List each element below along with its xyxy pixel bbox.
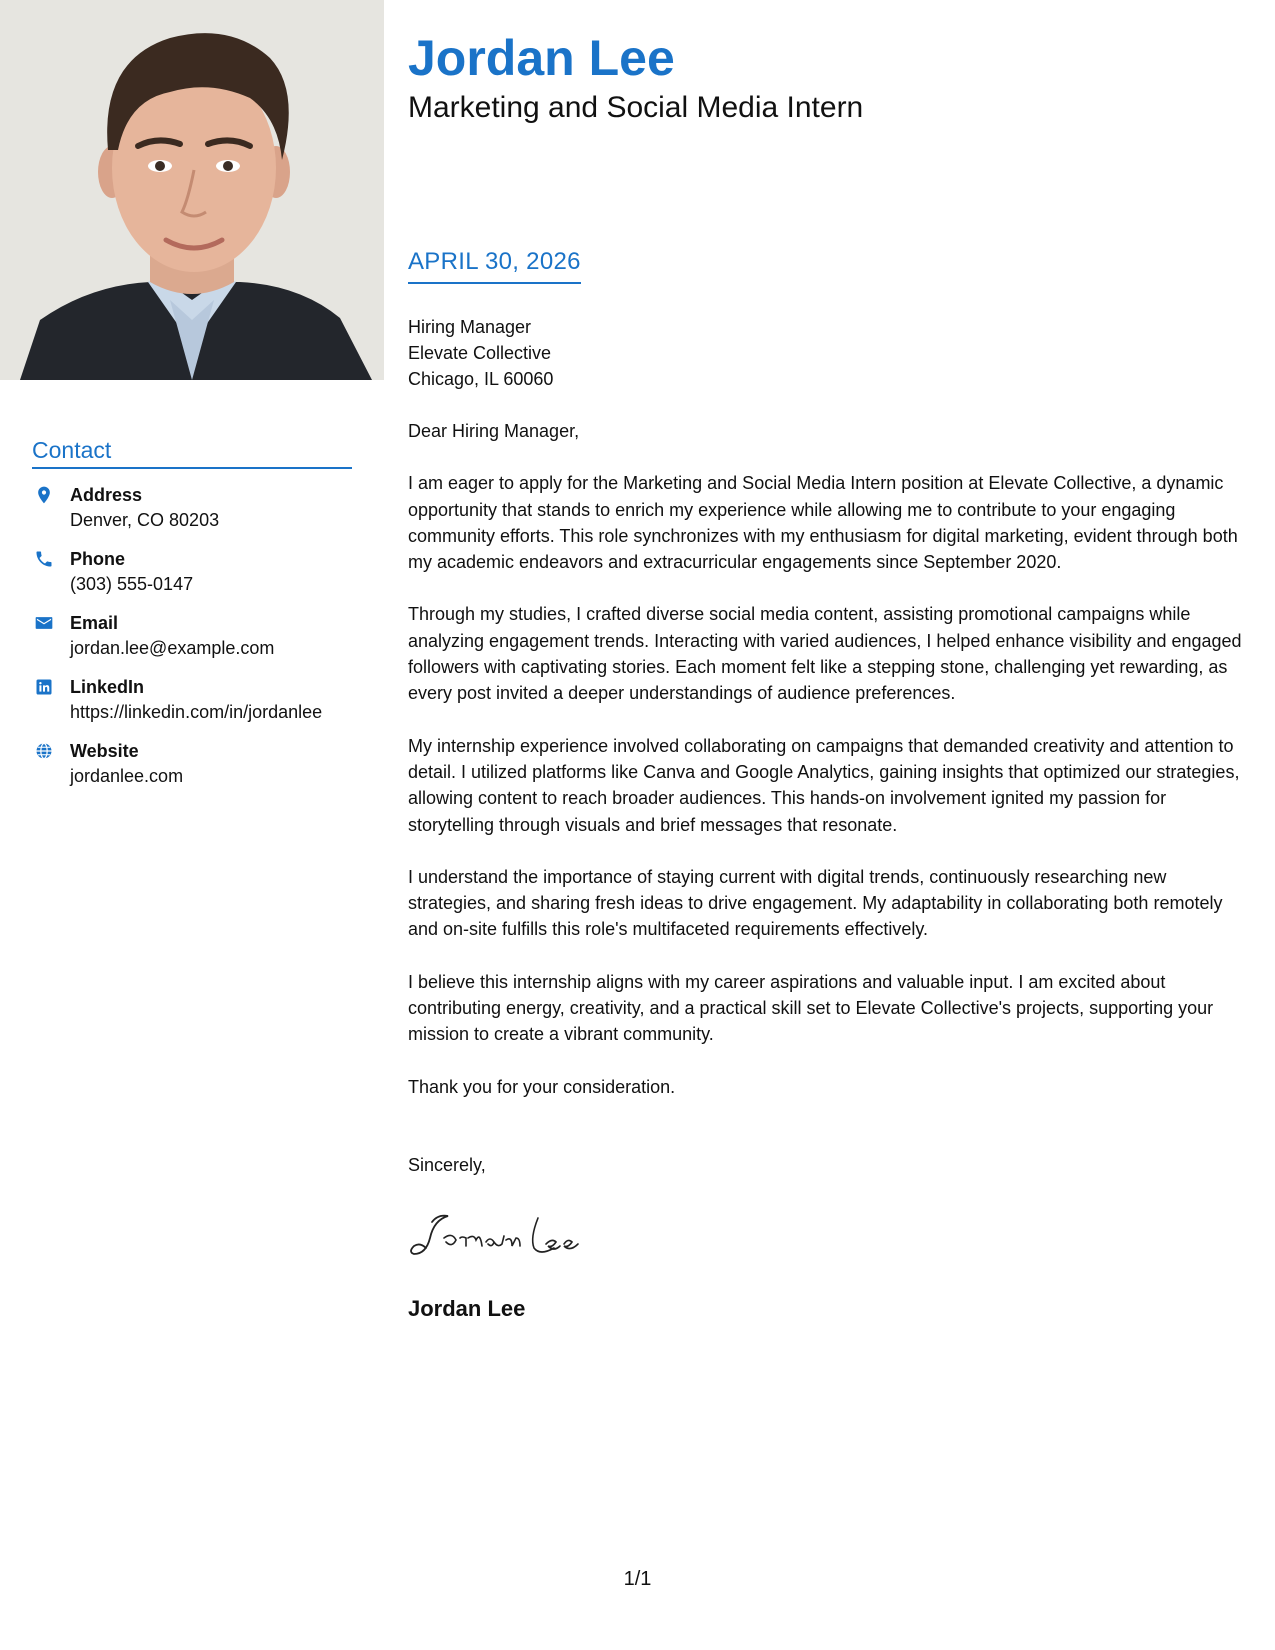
- contact-label-address: Address: [70, 485, 143, 506]
- contact-label-email: Email: [70, 613, 119, 634]
- recipient-location: Chicago, IL 60060: [408, 369, 554, 389]
- paragraph-6: Thank you for your consideration.: [408, 1076, 676, 1097]
- contact-value-email[interactable]: jordan.lee@example.com: [70, 638, 275, 659]
- signer-name: Jordan Lee: [408, 1296, 526, 1322]
- salutation: Dear Hiring Manager,: [408, 421, 580, 441]
- paragraph-1: I am eager to apply for the Marketing and Social Media Intern position at Elevate Collective, a dynamic opportunity that stands to enrich my experience while allowing me to contribute to your engaging community efforts. This role synchronizes with my enthusiasm for digital marketing, evident through both my academic endeavors and extracurricular engagements since September 2020.: [408, 473, 1238, 573]
- date-block: [408, 248, 1248, 298]
- email-icon: [34, 613, 54, 633]
- recipient-title: Hiring Manager: [408, 317, 532, 337]
- contact-item-phone: [32, 547, 352, 597]
- contact-section: [32, 438, 352, 803]
- profile-photo: [0, 0, 384, 380]
- closing: Sincerely,: [408, 1154, 486, 1175]
- contact-item-linkedin: [32, 675, 352, 725]
- recipient-block: [408, 314, 1248, 392]
- linkedin-icon: [34, 677, 54, 697]
- contact-label-linkedin: LinkedIn: [70, 677, 145, 698]
- contact-value-linkedin[interactable]: https://linkedin.com/in/jordanlee: [70, 702, 323, 723]
- contact-value-phone[interactable]: (303) 555-0147: [70, 574, 194, 595]
- contact-label-website: Website: [70, 741, 139, 762]
- globe-icon: [34, 741, 54, 761]
- applicant-role: Marketing and Social Media Intern: [408, 91, 864, 124]
- contact-item-website: [32, 739, 352, 789]
- letter-body: [408, 30, 1248, 1323]
- contact-item-email: [32, 611, 352, 661]
- location-pin-icon: [34, 485, 54, 505]
- paragraph-5: I believe this internship aligns with my career aspirations and valuable input. I am excited about contributing energy, creativity, and a practical skill set to Elevate Collective's projects, supporting your mission to create a vibrant community.: [408, 971, 1214, 1045]
- contact-item-address: [32, 483, 352, 533]
- contact-value-website[interactable]: jordanlee.com: [70, 766, 184, 787]
- recipient-company: Elevate Collective: [408, 343, 552, 363]
- phone-icon: [34, 549, 54, 569]
- applicant-name: Jordan Lee: [408, 30, 675, 86]
- paragraph-2: Through my studies, I crafted diverse social media content, assisting promotional campaigns while analyzing engagement trends. Interacting with varied audiences, I helped enhance visibility and engaged followers with captivating stories. Each moment felt like a stepping stone, challenging yet rewarding, as every post invited a deeper understandings of audience preferences.: [408, 604, 1242, 704]
- letter-date: APRIL 30, 2026: [408, 248, 581, 284]
- paragraph-4: I understand the importance of staying current with digital trends, continuously researching new strategies, and sharing fresh ideas to drive engagement. My adaptability in collaborating both remotely and on-site fulfills this role's multifaceted requirements effectively.: [408, 866, 1223, 940]
- paragraph-3: My internship experience involved collaborating on campaigns that demanded creativity and attention to detail. I utilized platforms like Canva and Google Analytics, gaining insights that optimized our strategies, allowing content to reach broader audiences. This hands-on involvement ignited my passion for storytelling through visuals and brief messages that resonate.: [408, 735, 1240, 835]
- signature: [408, 1208, 588, 1264]
- page-number: 1/1: [623, 1568, 652, 1590]
- contact-heading: Contact: [32, 438, 352, 469]
- contact-value-address: Denver, CO 80203: [70, 510, 220, 531]
- contact-label-phone: Phone: [70, 549, 126, 570]
